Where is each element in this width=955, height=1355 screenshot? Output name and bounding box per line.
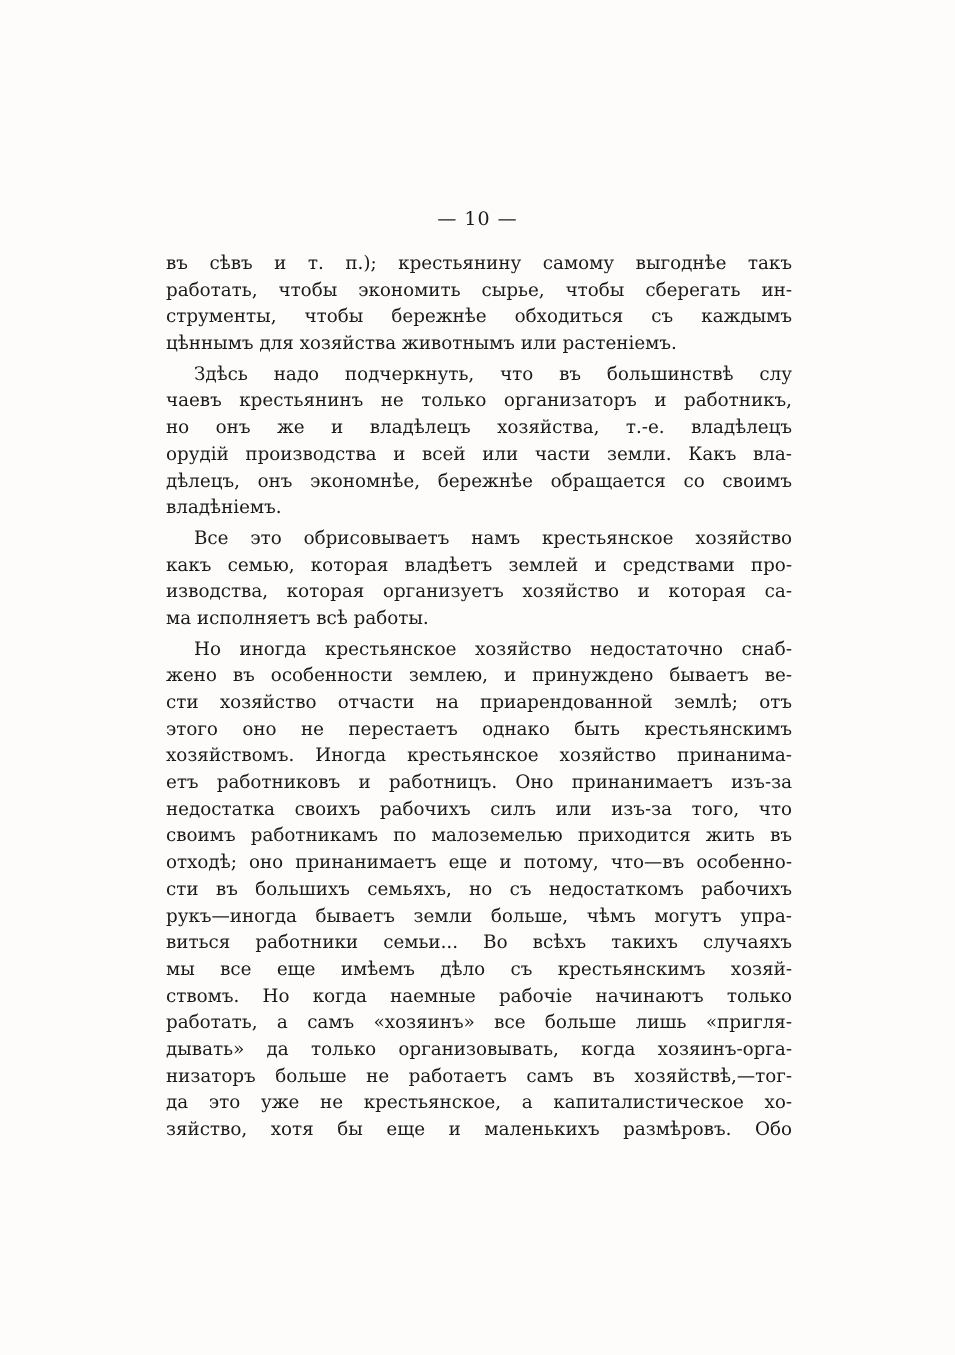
text-line: владѣніемъ.: [166, 497, 282, 519]
text-line: дѣлецъ, онъ экономнѣе, бережнѣе обращается со своимъ: [166, 470, 792, 492]
paragraph-1: [166, 251, 792, 358]
text-line: но онъ же и владѣлецъ хозяйства, т.-е. владѣлецъ: [166, 417, 792, 439]
text-line: Здѣсь надо подчеркнуть, что въ большинствѣ слу: [194, 363, 792, 385]
text-line: да это уже не крестьянское, а капиталистическое хо-: [166, 1092, 792, 1114]
text-line: цѣннымъ для хозяйства животнымъ или растеніемъ.: [166, 333, 677, 355]
text-line: въ сѣвъ и т. п.); крестьянину самому выгоднѣе такъ: [166, 253, 792, 274]
paragraph-2: [166, 362, 792, 522]
text-line: хозяйствомъ. Иногда крестьянское хозяйство принанима-: [166, 745, 792, 767]
text-line: жено въ особенности землею, и принуждено бываетъ ве-: [166, 665, 792, 687]
text-line: зяйство, хотя бы еще и маленькихъ размѣровъ. Обо: [166, 1119, 792, 1140]
paragraph-4: [166, 637, 792, 1144]
text-line: ствомъ. Но когда наемные рабочіе начинаютъ только: [166, 985, 792, 1007]
text-line: своимъ работникамъ по малоземелью приходится жить въ: [166, 825, 792, 847]
text-line: виться работники семьи... Во всѣхъ такихъ случаяхъ: [166, 932, 792, 954]
text-line: рукъ—иногда бываетъ земли больше, чѣмъ могутъ упра-: [166, 905, 792, 927]
text-line: отходѣ; оно принанимаетъ еще и потому, что—въ особенно-: [166, 852, 792, 874]
text-line: сти хозяйство отчасти на приарендованной землѣ; отъ: [166, 692, 792, 713]
text-line: дывать» да только организовывать, когда хозяинъ-орга-: [166, 1038, 792, 1060]
text-line: недостатка своихъ рабочихъ силъ или изъ-за того, что: [166, 798, 792, 820]
body-text: [166, 251, 792, 1144]
text-line: работать, чтобы экономить сырье, чтобы сберегать ин-: [166, 279, 792, 301]
text-line: чаевъ крестьянинъ не только организаторъ и работникъ,: [166, 390, 792, 412]
text-line: этого оно не перестаетъ однако быть крестьянскимъ: [166, 718, 792, 740]
text-line: Все это обрисовываетъ намъ крестьянское хозяйство: [194, 527, 792, 549]
text-line: низаторъ больше не работаетъ самъ въ хозяйствѣ,—тог-: [166, 1065, 792, 1087]
text-line: работать, а самъ «хозяинъ» все больше лишь «пригля-: [166, 1012, 792, 1034]
text-line: етъ работниковъ и работницъ. Оно принанимаетъ изъ-за: [166, 772, 792, 794]
text-line: ма исполняетъ всѣ работы.: [166, 607, 429, 629]
text-line: Но иногда крестьянское хозяйство недостаточно снаб-: [194, 638, 792, 660]
text-line: орудій производства и всей или части земли. Какъ вла-: [166, 443, 792, 465]
text-line: сти въ большихъ семьяхъ, но съ недостаткомъ рабочихъ: [166, 878, 792, 900]
page-number: — 10 —: [437, 208, 518, 230]
text-line: струменты, чтобы бережнѣе обходиться съ каждымъ: [166, 306, 792, 328]
paragraph-3: [166, 526, 792, 633]
text-line: мы все еще имѣемъ дѣло съ крестьянскимъ хозяй-: [166, 958, 792, 980]
text-line: изводства, которая организуетъ хозяйство и которая са-: [166, 581, 792, 603]
text-line: какъ семью, которая владѣетъ землей и средствами про-: [166, 554, 792, 576]
